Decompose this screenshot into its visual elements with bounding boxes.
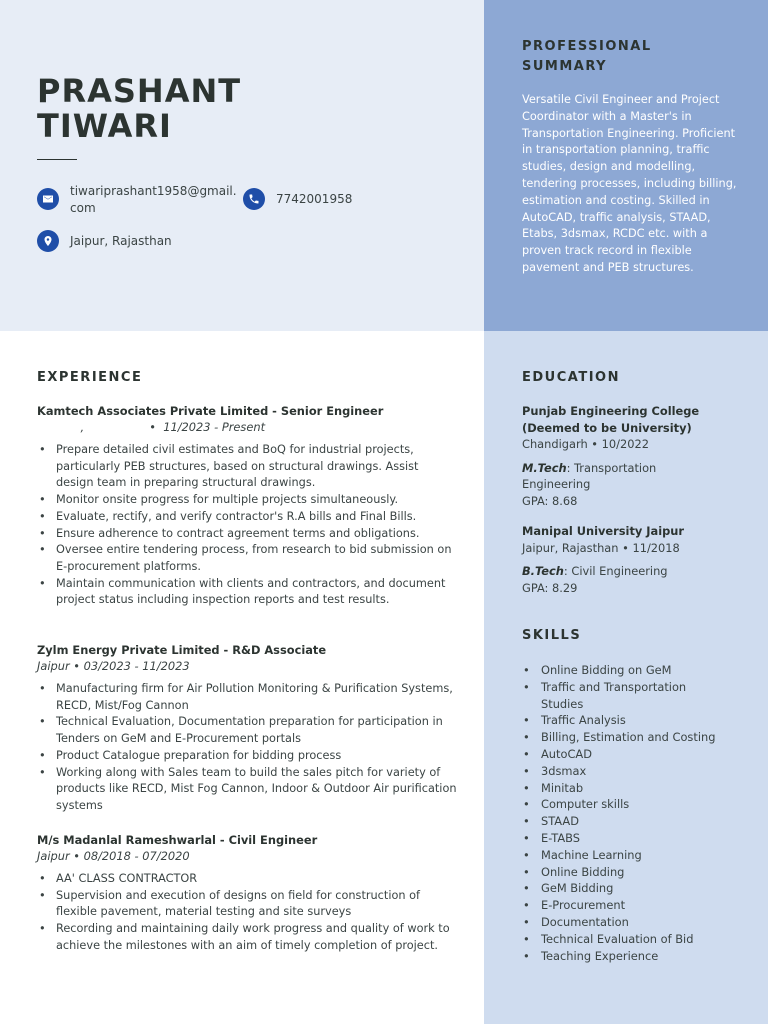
name-divider [37,159,77,160]
school-place: Jaipur, Rajasthan • 11/2018 [522,540,680,555]
header-panel [0,0,484,331]
summary-text: Versatile Civil Engineer and Project Coordinator with a Master's in Transportation Engineering. Proficient in transportation planning, traffic studies, design and modelling, tendering processes, including billing, estimation and costing. Skilled in AutoCAD, traffic analysis, STAAD, Etabs, 3dsmax, RCDC etc. with a proven track record in flexible pavement and PEB structures. [522,93,737,274]
list-item: • Technical Evaluation, Documentation preparation for participation in Tenders on GeM and E-Procurement portals [37,714,457,747]
skill-item: • Traffic Analysis [522,712,752,729]
education-entry [522,523,752,596]
list-item: • AA' CLASS CONTRACTOR [37,871,457,888]
email-line-2: com [70,201,96,215]
degree-field: : Civil Engineering [563,564,668,578]
skill-item: • GeM Bidding [522,880,752,897]
name-line-2: TIWARI [37,107,172,145]
skill-item: • STAAD [522,813,752,830]
list-item: • Product Catalogue preparation for bidding process [37,748,457,765]
experience-title: EXPERIENCE [37,370,143,385]
list-item: • Prepare detailed civil estimates and BoQ for industrial projects, particularly PEB structures, based on structural drawings. Assist design team in preparing structural drawings. [37,442,457,492]
skill-item: • Online Bidding [522,864,752,881]
email-line-1: tiwariprashant1958@gmail. [70,184,237,198]
list-item: • Maintain communication with clients and contractors, and document project status including inspection reports and test results. [37,576,457,609]
list-item: • Monitor onsite progress for multiple projects simultaneously. [37,492,457,509]
map-pin-icon [37,230,59,252]
skill-item: • Computer skills [522,796,752,813]
job-meta: Jaipur • 03/2023 - 11/2023 [37,659,190,673]
skill-item: • Teaching Experience [522,948,752,965]
degree [522,563,752,580]
degree-field-line-2: Engineering [522,477,591,491]
skill-item: • Billing, Estimation and Costing [522,729,752,746]
job-entry [37,832,457,955]
skill-item: • Traffic and Transportation Studies [522,679,752,713]
degree-field: : Transportation [566,460,657,475]
school-name-line-1: Punjab Engineering College [522,404,700,418]
skill-item: • Online Bidding on GeM [522,662,752,679]
gpa: GPA: 8.29 [522,580,578,595]
list-item: • Working along with Sales team to build the sales pitch for variety of products like RECD, Mist Fog Cannon, Indoor & Outdoor Air purification systems [37,765,457,815]
job-heading: Kamtech Associates Private Limited - Senior Engineer [37,404,384,418]
school-name [522,403,752,436]
summary-title-line-2: SUMMARY [522,59,608,74]
candidate-name [37,74,241,144]
skill-item: • Machine Learning [522,847,752,864]
skill-item: • Documentation [522,914,752,931]
education-title: EDUCATION [522,370,620,385]
school-name-line-2: (Deemed to be University) [522,420,692,435]
list-item: • Oversee entire tendering process, from research to bid submission on E-procurement platforms. [37,542,457,575]
contact-email[interactable] [37,183,237,217]
job-heading: M/s Madanlal Rameshwarlal - Civil Engineer [37,833,318,847]
job-meta: , • 11/2023 - Present [37,420,266,434]
list-item: • Supervision and execution of designs on field for construction of flexible pavement, material testing and site surveys [37,888,457,921]
list-item: • Evaluate, rectify, and verify contractor's R.A bills and Final Bills. [37,509,457,526]
degree-name: M.Tech [522,460,567,475]
skill-item: • Minitab [522,780,752,797]
list-item: • Ensure adherence to contract agreement terms and obligations. [37,526,457,543]
skill-item: • E-TABS [522,830,752,847]
job-heading: Zylm Energy Private Limited - R&D Associate [37,643,327,657]
degree [522,460,752,493]
job-bullets [37,442,457,609]
list-item: • Recording and maintaining daily work progress and quality of work to achieve the milestones with an aim of timely completion of project. [37,921,457,954]
skill-item: • E-Procurement [522,897,752,914]
skills-title: SKILLS [522,628,582,643]
school-place: Chandigarh • 10/2022 [522,437,649,451]
skill-item: • 3dsmax [522,763,752,780]
skill-item: • AutoCAD [522,746,752,763]
list-item: • Manufacturing firm for Air Pollution Monitoring & Purification Systems, RECD, Mist/Fog Cannon [37,681,457,714]
phone-number: 7742001958 [276,192,353,206]
job-bullets [37,681,457,815]
contact-phone[interactable] [243,188,352,210]
envelope-icon [37,188,59,210]
summary-title [522,37,652,77]
summary-title-line-1: PROFESSIONAL [522,39,652,54]
contact-location [37,230,172,252]
skill-item: • Technical Evaluation of Bid [522,931,752,948]
job-bullets [37,871,457,955]
skills-list [522,662,752,964]
job-entry [37,642,457,815]
school-name: Manipal University Jaipur [522,524,685,538]
name-line-1: PRASHANT [37,72,242,110]
job-meta: Jaipur • 08/2018 - 07/2020 [37,849,190,863]
job-entry [37,403,457,609]
phone-icon [243,188,265,210]
location-text: Jaipur, Rajasthan [70,234,172,248]
gpa: GPA: 8.68 [522,493,578,508]
degree-name: B.Tech [522,564,564,578]
education-entry [522,403,752,509]
